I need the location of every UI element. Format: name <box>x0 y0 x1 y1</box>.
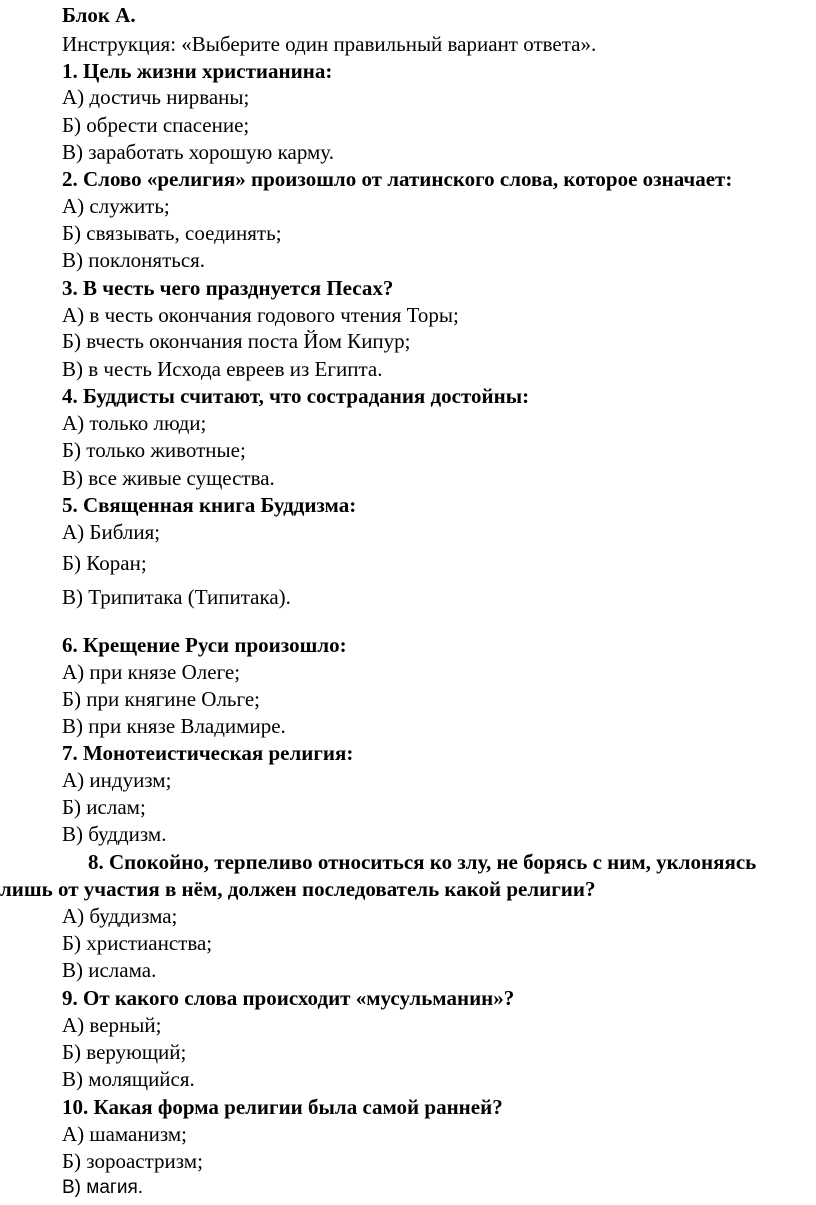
question-5: 5. Священная книга Буддизма: <box>62 493 357 517</box>
q3-option-a: А) в честь окончания годового чтения Торы; <box>62 303 459 327</box>
q7-option-b: Б) ислам; <box>62 795 146 819</box>
question-10: 10. Какая форма религии была самой ранней? <box>62 1095 503 1119</box>
q10-option-a: А) шаманизм; <box>62 1122 187 1146</box>
q2-option-c: В) поклоняться. <box>62 248 206 272</box>
instruction-text: Инструкция: «Выберите один правильный вариант ответа». <box>62 32 597 56</box>
q10-option-b: Б) зороастризм; <box>62 1149 203 1173</box>
q8-option-b: Б) христианства; <box>62 931 213 955</box>
q9-option-b: Б) верующий; <box>62 1040 187 1064</box>
q1-option-b: Б) обрести спасение; <box>62 113 250 137</box>
q2-option-a: А) служить; <box>62 194 170 218</box>
q8-option-a: А) буддизма; <box>62 904 178 928</box>
q4-option-a: А) только люди; <box>62 411 207 435</box>
q5-option-b: Б) Коран; <box>62 551 147 575</box>
question-4: 4. Буддисты считают, что сострадания достойны: <box>62 384 530 408</box>
q6-option-b: Б) при княгине Ольге; <box>62 687 261 711</box>
q5-option-a: А) Библия; <box>62 520 161 544</box>
q1-option-c: В) заработать хорошую карму. <box>62 140 334 164</box>
q5-option-c: В) Трипитака (Типитака). <box>62 585 291 609</box>
q4-option-b: Б) только животные; <box>62 438 246 462</box>
q2-option-b: Б) связывать, соединять; <box>62 221 282 245</box>
question-3: 3. В честь чего празднуется Песах? <box>62 276 394 300</box>
q7-option-a: А) индуизм; <box>62 768 172 792</box>
question-8-line-2: лишь от участия в нём, должен последователь какой религии? <box>0 877 596 901</box>
q9-option-c: В) молящийся. <box>62 1067 195 1091</box>
q6-option-c: В) при князе Владимире. <box>62 714 286 738</box>
q9-option-a: А) верный; <box>62 1013 162 1037</box>
q4-option-c: В) все живые существа. <box>62 466 275 490</box>
question-7: 7. Монотеистическая религия: <box>62 741 354 765</box>
question-9: 9. От какого слова происходит «мусульманин»? <box>62 986 515 1010</box>
question-2: 2. Слово «религия» произошло от латинского слова, которое означает: <box>62 167 733 191</box>
q3-option-c: В) в честь Исхода евреев из Египта. <box>62 357 383 381</box>
question-6: 6. Крещение Руси произошло: <box>62 633 347 657</box>
q8-option-c: В) ислама. <box>62 958 157 982</box>
question-8-line-1: 8. Спокойно, терпеливо относиться ко злу, не борясь с ним, уклоняясь <box>88 850 757 874</box>
block-title: Блок А. <box>62 3 136 27</box>
q1-option-a: А) достичь нирваны; <box>62 85 250 109</box>
q7-option-c: В) буддизм. <box>62 822 167 846</box>
q6-option-a: А) при князе Олеге; <box>62 660 241 684</box>
question-1: 1. Цель жизни христианина: <box>62 59 333 83</box>
q3-option-b: Б) вчесть окончания поста Йом Кипур; <box>62 329 411 353</box>
q10-option-c: В) магия. <box>62 1177 144 1198</box>
